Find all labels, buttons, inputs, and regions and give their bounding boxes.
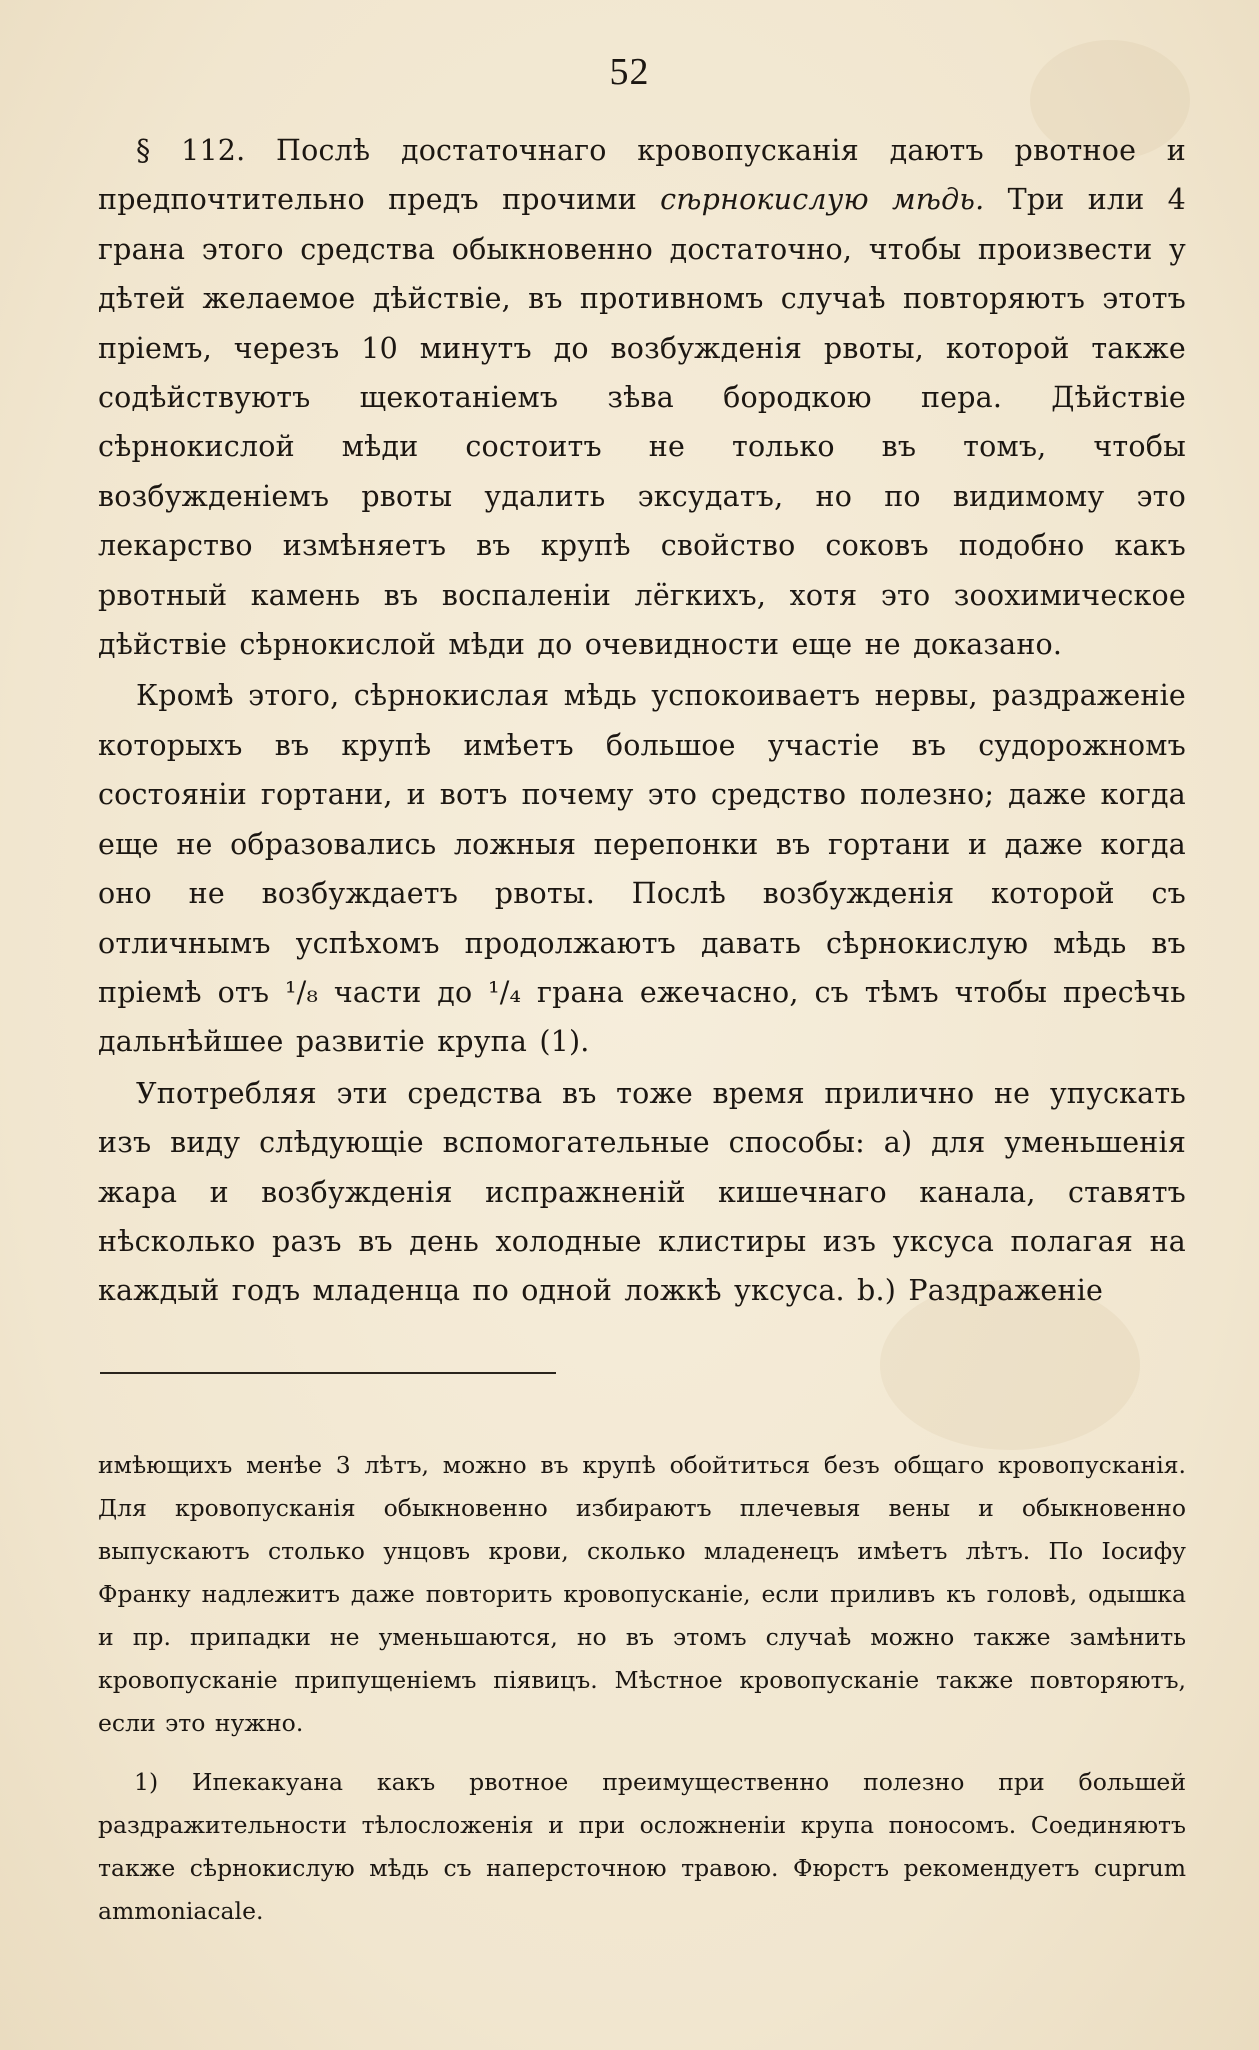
paragraph-112 [98,126,1186,669]
footnote-1: 1) Ипекакуана какъ рвотное преимущественно полезно при большей раздражительности тѣлосложенія и при осложненіи крупа поносомъ. Соединяютъ также сѣрнокислую мѣдь съ наперсточною травою. Фюрстъ рекомендуетъ cuprum ammoniacale. [98,1768,1186,1925]
paragraph-112-emphasis: сѣрнокислую мѣдь. [660,183,985,217]
page-number: 52 [609,51,650,93]
paragraph-copper-effect: Кромѣ этого, сѣрнокислая мѣдь успокоиваетъ нервы, раздраженіе которыхъ въ крупѣ имѣетъ большое участіе въ судорожномъ состояніи гортани, и вотъ почему это средство полезно; даже когда еще не образовались ложныя перепонки въ гортани и даже когда оно не возбуждаетъ рвоты. Послѣ возбужденія которой съ отличнымъ успѣхомъ продолжаютъ давать сѣрнокислую мѣдь въ пріемѣ отъ ¹/₈ части до ¹/₄ грана ежечасно, съ тѣмъ чтобы пресѣчь дальнѣйшее развитіе крупа (1). [98,679,1186,1059]
paragraph-112-tail: Три или 4 грана этого средства обыкновенно достаточно, чтобы произвести у дѣтей желаемое дѣйствіе, въ противномъ случаѣ повторяютъ этотъ пріемъ, черезъ 10 минутъ до возбужденія рвоты, которой также содѣйствуютъ щекотаніемъ зѣва бородкою пера. Дѣйствіе сѣрнокислой мѣди состоитъ не только въ томъ, чтобы возбужденіемъ рвоты удалить эксудатъ, но по видимому это лекарство измѣняетъ въ крупѣ свойство соковъ подобно какъ рвотный камень въ воспаленіи лёгкихъ, хотя это зоохимическое дѣйствіе сѣрнокислой мѣди до очевидности еще не доказано. [98,183,1186,662]
footnote-separator [100,1372,556,1374]
paragraph-auxiliary-methods: Употребляя эти средства въ тоже время прилично не упускать изъ виду слѣдующіе вспомогательные способы: а) для уменьшенія жара и возбужденія испражненій кишечнаго канала, ставятъ нѣсколько разъ въ день холодные клистиры изъ уксуса полагая на каждый годъ младенца по одной ложкѣ уксуса. b.) Раздраженіе [98,1076,1186,1308]
footnotes [98,1444,1186,1949]
paragraph-112-lead: § 112. Послѣ достаточнаго кровопусканія даютъ рвотное и предпочтительно предъ прочими [98,134,1186,217]
main-text [98,126,1186,1318]
footnote-continued: имѣющихъ менѣе 3 лѣтъ, можно въ крупѣ обойтиться безъ общаго кровопусканія. Для кровопусканія обыкновенно избираютъ плечевыя вены и обыкновенно выпускаютъ столько унцовъ крови, сколько младенецъ имѣетъ лѣтъ. По Іосифу Франку надлежитъ даже повторить кровопусканіе, если приливъ къ головѣ, одышка и пр. припадки не уменьшаются, но въ этомъ случаѣ можно также замѣнить кровопусканіе припущеніемъ піявицъ. Мѣстное кровопусканіе также повторяютъ, если это нужно. [98,1451,1186,1737]
